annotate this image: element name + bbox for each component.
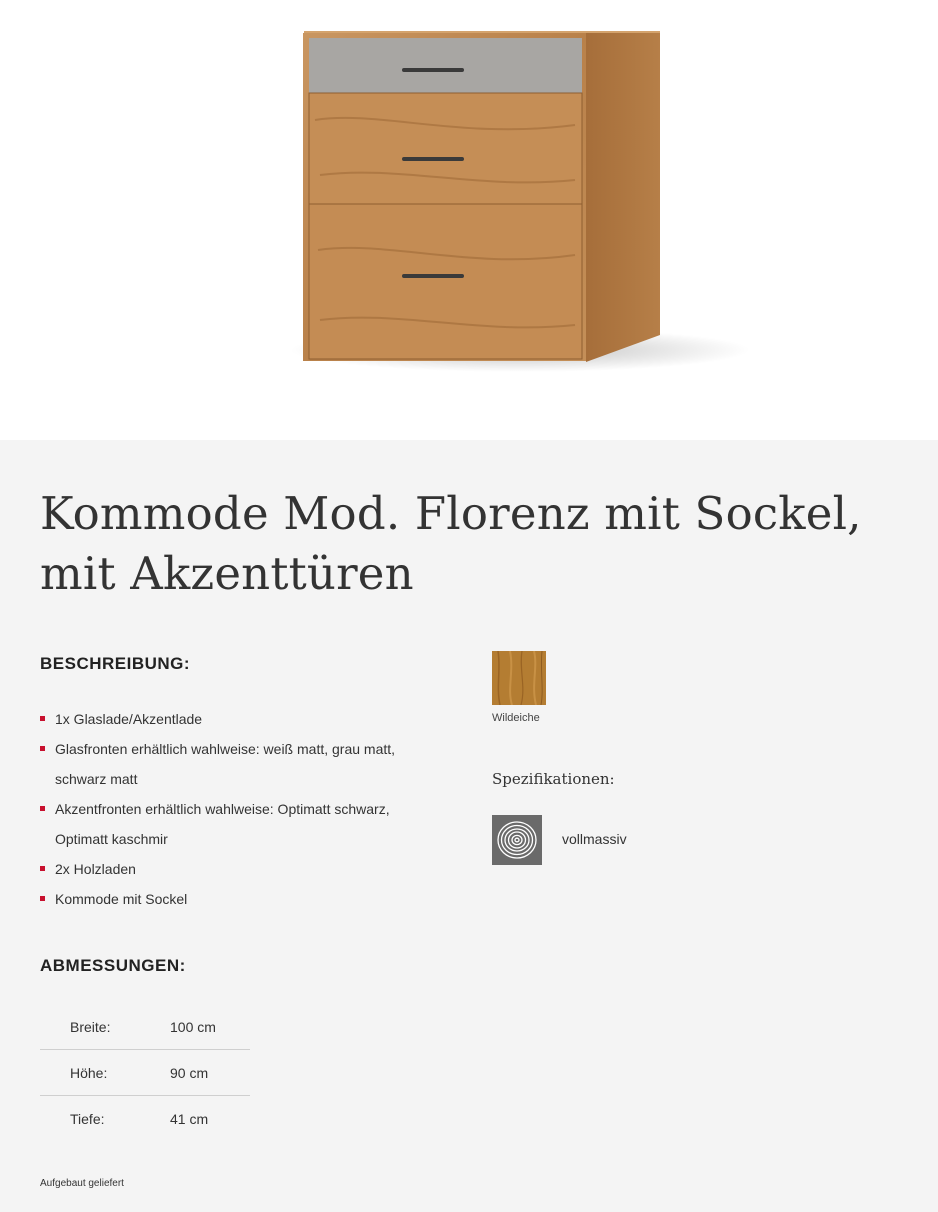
dresser-product-image xyxy=(0,0,938,440)
dimension-label: Breite: xyxy=(70,1018,111,1035)
list-item-text: Glasfronten erhältlich wahlweise: weiß matt, grau matt, schwarz matt xyxy=(55,741,396,787)
list-item xyxy=(40,794,440,854)
swatch-label: Wildeiche xyxy=(492,712,540,724)
dimension-value: 100 cm xyxy=(170,1018,216,1035)
list-item xyxy=(40,734,440,794)
bullet-icon xyxy=(40,746,45,751)
table-row xyxy=(40,1050,250,1096)
table-row xyxy=(40,1096,250,1142)
bullet-icon xyxy=(40,806,45,811)
description-heading: BESCHREIBUNG: xyxy=(40,654,191,673)
list-item xyxy=(40,854,440,884)
list-item-text: 2x Holzladen xyxy=(55,861,136,877)
dimensions-heading: ABMESSUNGEN: xyxy=(40,956,186,975)
bullet-icon xyxy=(40,896,45,901)
product-title: Kommode Mod. Florenz mit Sockel, mit Akzenttüren xyxy=(40,487,862,600)
specifications-heading: Spezifikationen: xyxy=(492,770,615,788)
product-details-panel xyxy=(0,440,938,1212)
list-item xyxy=(40,884,440,914)
list-item-text: Kommode mit Sockel xyxy=(55,891,188,907)
wood-swatch[interactable] xyxy=(492,651,546,705)
tree-rings-icon xyxy=(492,815,542,865)
dimensions-table xyxy=(40,1004,250,1141)
dimension-label: Tiefe: xyxy=(40,1096,170,1142)
description-list xyxy=(40,704,440,914)
list-item-text: Akzentfronten erhältlich wahlweise: Optimatt schwarz, Optimatt kaschmir xyxy=(55,801,390,847)
list-item xyxy=(40,704,440,734)
bullet-icon xyxy=(40,716,45,721)
dimension-value: 90 cm xyxy=(170,1050,250,1096)
bullet-icon xyxy=(40,866,45,871)
dimension-value: 41 cm xyxy=(170,1096,250,1142)
spec-label-vollmassiv: vollmassiv xyxy=(562,831,627,847)
dimension-label: Höhe: xyxy=(40,1050,170,1096)
product-image-area xyxy=(0,0,938,440)
delivery-note: Aufgebaut geliefert xyxy=(40,1178,124,1189)
table-row xyxy=(40,1004,250,1050)
wood-grain-icon xyxy=(492,651,546,705)
list-item-text: 1x Glaslade/Akzentlade xyxy=(55,711,203,727)
